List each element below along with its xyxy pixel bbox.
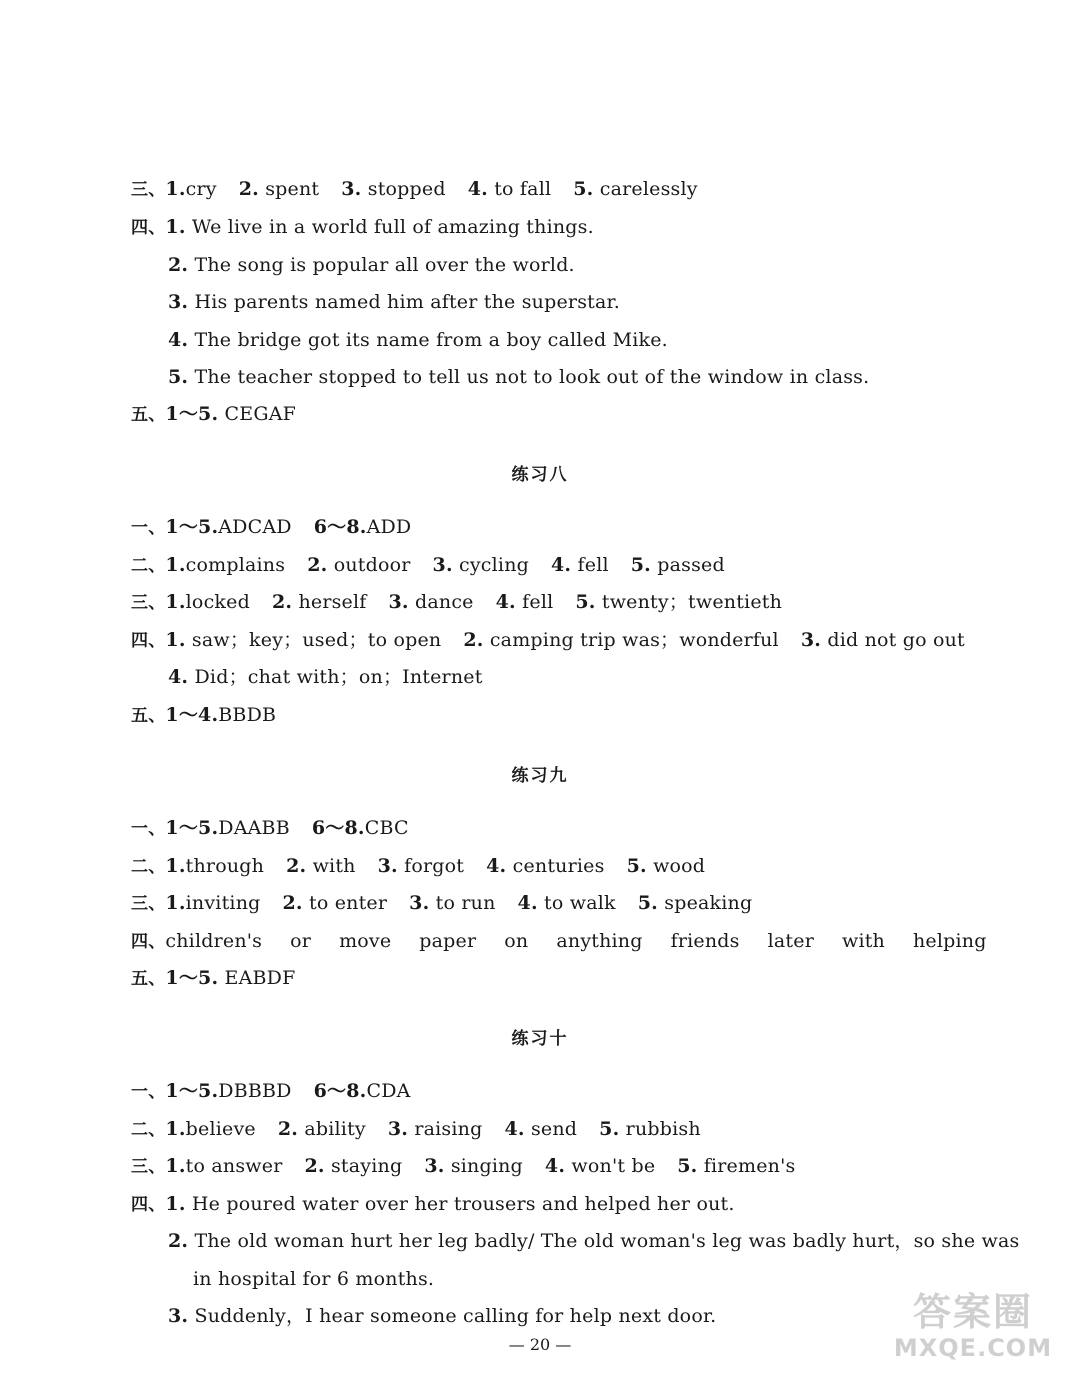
answer-text: His parents named him after the superstar. bbox=[194, 291, 620, 313]
item-number: 5. bbox=[630, 554, 651, 576]
item-number: 2. bbox=[238, 178, 259, 200]
section-label: 五、 bbox=[131, 405, 166, 425]
answer-text: send bbox=[530, 1118, 578, 1140]
item-number: 2. bbox=[271, 591, 293, 613]
item-number: 3. bbox=[168, 1305, 189, 1327]
item-number: 2. bbox=[277, 1118, 299, 1140]
item-number: 1. bbox=[165, 1118, 186, 1140]
answer-text: DBBBD bbox=[218, 1080, 292, 1102]
answer-text: passed bbox=[657, 554, 725, 576]
section-label: 一、 bbox=[131, 819, 166, 839]
item-number: 5. bbox=[626, 855, 647, 877]
answer-text: Did；chat with；on；Internet bbox=[194, 666, 483, 688]
item-number: 1. bbox=[165, 1193, 186, 1215]
section-label: 三、 bbox=[131, 180, 166, 200]
item-number: 3. bbox=[388, 591, 409, 613]
answer-text: CBC bbox=[364, 817, 409, 839]
answer-text: stopped bbox=[367, 178, 446, 200]
item-number: 3. bbox=[424, 1155, 445, 1177]
answer-text: CDA bbox=[366, 1080, 411, 1102]
item-number: 2. bbox=[307, 554, 328, 576]
answer-line-sec8-si bbox=[131, 628, 965, 653]
item-number: 4. bbox=[551, 554, 572, 576]
answer-line-sec9-er bbox=[131, 854, 705, 879]
answer-line-sec10-er bbox=[131, 1117, 701, 1142]
section-heading-9: 练习九 bbox=[511, 766, 569, 786]
section-label: 二、 bbox=[131, 556, 166, 576]
answer-word: friends bbox=[670, 930, 740, 952]
watermark-text: 答案圈 bbox=[912, 1290, 1033, 1334]
item-number: 3. bbox=[341, 178, 362, 200]
watermark-url: MXQE.COM bbox=[893, 1334, 1053, 1362]
item-number: 3. bbox=[377, 855, 398, 877]
item-number: 2. bbox=[168, 254, 189, 276]
item-number: 1～4. bbox=[165, 704, 219, 726]
answer-text: with bbox=[312, 855, 356, 877]
answer-text: to enter bbox=[309, 892, 388, 914]
item-number: 2. bbox=[168, 1230, 189, 1252]
item-number: 5. bbox=[168, 366, 189, 388]
item-number: 4. bbox=[168, 666, 189, 688]
item-number: 2. bbox=[304, 1155, 325, 1177]
answer-text: DAABB bbox=[218, 817, 290, 839]
answer-text: to fall bbox=[494, 178, 552, 200]
answer-text: spent bbox=[265, 178, 320, 200]
answer-text: outdoor bbox=[333, 554, 411, 576]
item-number: 4. bbox=[544, 1155, 566, 1177]
item-number: 3. bbox=[800, 629, 822, 651]
answer-text: complains bbox=[185, 554, 286, 576]
item-number: 3. bbox=[432, 554, 453, 576]
item-number: 1. bbox=[165, 591, 186, 613]
answer-line-sec10-yi bbox=[131, 1079, 411, 1104]
section-label: 四、 bbox=[131, 631, 166, 651]
answer-text: The old woman hurt her leg badly/ The old woman's leg was badly hurt，so she was bbox=[194, 1230, 1020, 1252]
item-number: 4. bbox=[486, 855, 507, 877]
item-number: 5. bbox=[599, 1118, 620, 1140]
section-label: 二、 bbox=[131, 1120, 166, 1140]
item-number: 5. bbox=[573, 178, 594, 200]
item-number: 2. bbox=[286, 855, 307, 877]
item-number: 1～5. bbox=[165, 817, 219, 839]
item-number: 1. bbox=[165, 554, 186, 576]
answer-line-sec8-wu bbox=[131, 703, 276, 728]
answer-text: locked bbox=[185, 591, 250, 613]
answer-word: anything bbox=[556, 930, 643, 952]
answer-line-sec7-si-4 bbox=[168, 328, 668, 352]
answer-text: Suddenly，I hear someone calling for help next door. bbox=[194, 1305, 717, 1327]
answer-line-sec8-yi bbox=[131, 515, 411, 540]
answer-word: paper bbox=[419, 930, 477, 952]
item-number: 1. bbox=[165, 1155, 186, 1177]
answer-line-sec9-san bbox=[131, 891, 752, 916]
answer-line-sec8-er bbox=[131, 553, 725, 578]
answer-text: through bbox=[185, 855, 265, 877]
answer-text: in hospital for 6 months. bbox=[193, 1268, 435, 1290]
answer-text: herself bbox=[298, 591, 367, 613]
answer-text: dance bbox=[415, 591, 474, 613]
item-number: 4. bbox=[168, 329, 189, 351]
answer-line-sec10-si-2-cont bbox=[193, 1267, 434, 1291]
answer-text: did not go out bbox=[827, 629, 965, 651]
answer-line-sec9-si bbox=[131, 929, 987, 954]
answer-word: or bbox=[290, 930, 312, 952]
item-number: 1. bbox=[165, 855, 186, 877]
answer-line-sec8-si-cont bbox=[168, 665, 483, 689]
item-number: 1. bbox=[165, 216, 186, 238]
answer-text: We live in a world full of amazing things. bbox=[191, 216, 594, 238]
section-label: 五、 bbox=[131, 969, 166, 989]
answer-text: fell bbox=[577, 554, 609, 576]
answer-text: wood bbox=[653, 855, 706, 877]
answer-text: CEGAF bbox=[224, 403, 297, 425]
answer-text: inviting bbox=[185, 892, 261, 914]
section-label: 四、 bbox=[131, 1195, 166, 1215]
answer-line-sec7-si-1 bbox=[131, 215, 594, 240]
answer-text: ability bbox=[304, 1118, 366, 1140]
item-number: 5. bbox=[575, 591, 596, 613]
section-label: 三、 bbox=[131, 1157, 166, 1177]
answer-text: forgot bbox=[404, 855, 465, 877]
answer-word: later bbox=[767, 930, 814, 952]
item-number: 6～8. bbox=[311, 817, 365, 839]
item-number: 1. bbox=[165, 892, 186, 914]
answer-text: won't be bbox=[571, 1155, 656, 1177]
answer-word: move bbox=[339, 930, 392, 952]
section-heading-10: 练习十 bbox=[511, 1029, 569, 1049]
answer-text: EABDF bbox=[224, 967, 296, 989]
item-number: 4. bbox=[517, 892, 538, 914]
answer-text: speaking bbox=[664, 892, 753, 914]
section-label: 四、 bbox=[131, 932, 166, 952]
answer-text: carelessly bbox=[599, 178, 698, 200]
answer-text: to answer bbox=[185, 1155, 283, 1177]
item-number: 4. bbox=[467, 178, 488, 200]
section-label: 一、 bbox=[131, 1082, 166, 1102]
answer-line-sec10-san bbox=[131, 1154, 795, 1179]
answer-text: The bridge got its name from a boy called Mike. bbox=[194, 329, 668, 351]
item-number: 3. bbox=[168, 291, 189, 313]
item-number: 4. bbox=[504, 1118, 525, 1140]
section-label: 一、 bbox=[131, 518, 166, 538]
answer-line-sec9-yi bbox=[131, 816, 409, 841]
answer-line-sec8-san bbox=[131, 590, 782, 615]
answer-line-sec7-si-2 bbox=[168, 253, 575, 277]
answer-text: The teacher stopped to tell us not to look out of the window in class. bbox=[194, 366, 870, 388]
item-number: 2. bbox=[463, 629, 484, 651]
answer-line-sec10-si-2 bbox=[168, 1229, 1019, 1253]
answer-text: to walk bbox=[544, 892, 616, 914]
item-number: 1～5. bbox=[165, 967, 219, 989]
item-number: 1～5. bbox=[165, 516, 219, 538]
item-number: 1～5. bbox=[165, 403, 219, 425]
item-number: 4. bbox=[495, 591, 516, 613]
item-number: 1. bbox=[165, 178, 186, 200]
answer-text: saw；key；used；to open bbox=[191, 629, 442, 651]
answer-text: to run bbox=[435, 892, 496, 914]
answer-word: with bbox=[841, 930, 885, 952]
answer-text: cry bbox=[185, 178, 217, 200]
section-label: 三、 bbox=[131, 593, 166, 613]
item-number: 3. bbox=[409, 892, 430, 914]
answer-word: helping bbox=[913, 930, 987, 952]
item-number: 6～8. bbox=[313, 516, 367, 538]
answer-word: on bbox=[504, 930, 529, 952]
answer-line-sec7-si-3 bbox=[168, 290, 620, 314]
item-number: 3. bbox=[387, 1118, 409, 1140]
answer-line-sec9-wu bbox=[131, 966, 296, 991]
answer-text: raising bbox=[414, 1118, 483, 1140]
answer-text: fell bbox=[522, 591, 554, 613]
answer-text: believe bbox=[185, 1118, 256, 1140]
item-number: 1～5. bbox=[165, 1080, 219, 1102]
answer-line-sec7-san bbox=[131, 177, 698, 202]
answer-text: cycling bbox=[459, 554, 530, 576]
item-number: 5. bbox=[677, 1155, 698, 1177]
item-number: 1. bbox=[165, 629, 186, 651]
section-heading-8: 练习八 bbox=[511, 465, 569, 485]
answer-line-sec10-si-1 bbox=[131, 1192, 735, 1217]
answer-text: rubbish bbox=[625, 1118, 701, 1140]
section-label: 四、 bbox=[131, 218, 166, 238]
answer-text: centuries bbox=[512, 855, 605, 877]
item-number: 2. bbox=[282, 892, 303, 914]
section-label: 三、 bbox=[131, 894, 166, 914]
answer-text: staying bbox=[330, 1155, 403, 1177]
section-label: 五、 bbox=[131, 706, 166, 726]
answer-text: singing bbox=[450, 1155, 523, 1177]
answer-line-sec7-si-5 bbox=[168, 365, 869, 389]
answer-line-sec7-wu bbox=[131, 402, 296, 427]
answer-word: children's bbox=[165, 930, 263, 952]
item-number: 5. bbox=[637, 892, 658, 914]
answer-text: twenty；twentieth bbox=[601, 591, 783, 613]
answer-line-sec10-si-3 bbox=[168, 1304, 716, 1328]
item-number: 6～8. bbox=[313, 1080, 367, 1102]
watermark-logo bbox=[878, 1290, 1068, 1368]
answer-text: firemen's bbox=[703, 1155, 796, 1177]
answer-text: ADCAD bbox=[218, 516, 292, 538]
answer-text: He poured water over her trousers and helped her out. bbox=[191, 1193, 735, 1215]
answer-text: ADD bbox=[366, 516, 412, 538]
page-number: — 20 — bbox=[508, 1335, 572, 1354]
answer-text: camping trip was；wonderful bbox=[489, 629, 779, 651]
answer-text: The song is popular all over the world. bbox=[194, 254, 575, 276]
answer-text: BBDB bbox=[218, 704, 277, 726]
section-label: 二、 bbox=[131, 857, 166, 877]
